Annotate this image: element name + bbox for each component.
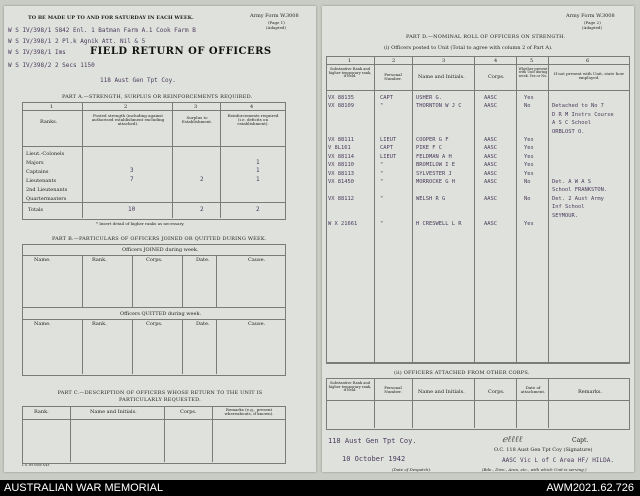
cell-note: A S C School [552, 120, 591, 127]
total-posted: 10 [128, 206, 136, 213]
cell-present: Yes [524, 137, 534, 143]
cell-name: H CRESWELL L R [416, 221, 462, 227]
col-header: Remarks (e.g., present whereabouts, if known). [224, 407, 274, 416]
cell-rank: " [380, 195, 384, 202]
serving-area-label: (Bde., Divn., Area, etc., with which Unit is serving.) [482, 467, 587, 472]
cell-rank: " [380, 103, 384, 110]
cell-corps: AASC [484, 179, 497, 185]
signature-role: O.C. 118 Aust Gen Tpt Coy (Signature) [494, 447, 593, 453]
cell-corps: AASC [484, 145, 497, 152]
cell-num: VX 88112 [328, 195, 354, 202]
cell-num: VX 88110 [328, 162, 354, 169]
col-header: Whether present with Unit during week. Yes or No. [518, 67, 548, 78]
form-page-1 [4, 6, 316, 472]
form-page-label: (Page 1) [268, 20, 285, 25]
reference-line: W S IV/398/1 5842 Enl. 1 Batman Farm A.1 Cook Farm B [8, 27, 196, 34]
col-number: 1 [50, 104, 54, 110]
col-header-surplus: Surplus to Establishment. [181, 115, 213, 124]
cell-corps: AASC [484, 103, 497, 110]
rank-label: Quartermasters [26, 196, 67, 202]
cell-rank: " [380, 162, 384, 169]
despatch-date: 10 October 1942 [342, 455, 406, 463]
col-header: Corps. [488, 389, 505, 395]
cell-note: School FRANKSTON. [552, 187, 608, 194]
cell-corps: AASC [484, 221, 497, 227]
signature-unit: 118 Aust Gen Tpt Coy. [328, 437, 417, 445]
reference-line: W S IV/398/2 2 Secs 1150 [8, 62, 95, 69]
quitted-heading: Officers QUITTED during week. [120, 311, 202, 317]
cell-corps: AASC [484, 162, 497, 169]
col-number: 2 [392, 58, 396, 64]
part-a-heading: PART A.—STRENGTH, SURPLUS OR REINFORCEMENTS REQUIRED. [62, 94, 253, 100]
cell-name: WELSH R G [416, 195, 446, 202]
unit-name: 118 Aust Gen Tpt Coy. [100, 77, 176, 84]
cell-rank: " [380, 170, 384, 177]
cell-name: PIKE F C [416, 145, 442, 152]
cell-present: Yes [524, 162, 534, 169]
cell-name: SYLVESTER J [416, 170, 452, 177]
col-header: Name. [34, 257, 51, 263]
despatch-date-label: (Date of Despatch). [392, 467, 432, 472]
col-number: 4 [494, 58, 498, 64]
cell-rank: " [380, 221, 384, 227]
attached-heading: (ii) OFFICERS ATTACHED FROM OTHER CORPS. [394, 370, 530, 376]
col-header: Name and Initials. [418, 74, 465, 80]
col-header: Remarks. [578, 389, 603, 395]
cell-num: V 8L161 [328, 145, 351, 152]
total-reinforcements: 2 [256, 206, 260, 213]
totals-label: Totals [28, 207, 44, 213]
rank-label: Lieut.-Colonels [26, 151, 65, 157]
cell-corps: AASC [484, 195, 497, 202]
cell-rank: LIEUT [380, 153, 397, 160]
army-form-label: Army Form W.3008 [250, 13, 299, 19]
col-number: 5 [530, 58, 534, 64]
printer-note: L.S. Wt.5000 5/43 [22, 463, 50, 467]
col-number: 3 [194, 104, 198, 110]
col-header: Name and Initials. [90, 409, 137, 415]
cell-note: Det. 2 Aust Army [552, 195, 604, 202]
col-header: Corps. [146, 257, 163, 263]
rank-label: Lieutenants [26, 178, 57, 184]
cell-num: VX 88135 [328, 95, 354, 101]
col-header: Date. [196, 257, 210, 263]
cell-note: Inf School [552, 204, 585, 211]
cell-present: No [524, 179, 531, 185]
col-header: Personal Number. [384, 385, 402, 394]
cell-present: Yes [524, 145, 534, 152]
col-header: Name and Initials. [418, 389, 465, 395]
credit-accession: AWM2021.62.726 [546, 482, 634, 494]
col-header: Rank. [92, 257, 107, 263]
cell-present: Yes [524, 95, 534, 101]
cell-note: ORBLOST O. [552, 128, 585, 135]
cell-name: MORROCKE G H [416, 179, 455, 185]
surplus-value: 2 [200, 176, 204, 183]
col-header-ranks: Ranks. [40, 119, 58, 125]
col-header: Corps. [488, 74, 505, 80]
col-header-reinforcements: Reinforcements required (i.e. deficits on establishment). [227, 113, 279, 126]
cell-corps: AASC [484, 137, 497, 143]
cell-rank: CAPT [380, 95, 393, 101]
cell-note: SEYMOUR. [552, 212, 578, 219]
form-page-2 [322, 6, 634, 472]
part-d-subheading: (i) Officers posted to Unit (Total to agree with column 2 of Part A). [384, 45, 553, 51]
col-number: 4 [250, 104, 254, 110]
col-header: If not present with Unit, state how employed. [553, 71, 625, 80]
rank-label: Majors [26, 160, 44, 166]
rank-label: 2nd Lieutenants [26, 187, 68, 193]
cell-name: THORNTON W J C [416, 103, 462, 110]
reference-line: W S IV/398/1 2 Pl.k Agnik Att. Nil & 5 [8, 38, 146, 45]
cell-num: VX 88111 [328, 137, 354, 143]
cell-num: VX 81450 [328, 179, 354, 185]
col-number: 6 [586, 58, 590, 64]
col-header: Personal Number. [384, 72, 402, 81]
col-header: Substantive Rank and higher temporary rank, if held. [328, 381, 372, 393]
cell-name: USHER G. [416, 95, 442, 101]
col-header: Name. [34, 321, 51, 327]
col-header: Cause. [248, 257, 266, 263]
cell-note: Det. A W A S [552, 179, 591, 185]
serving-area: AASC Vic L of C Area HF/ HILDA. [502, 457, 614, 464]
cell-present: Yes [524, 153, 534, 160]
cell-num: VX 88114 [328, 153, 354, 160]
cell-present: Yes [524, 170, 534, 177]
cell-rank: " [380, 179, 384, 185]
posted-value: 7 [130, 176, 134, 183]
part-d-heading: PART D.—NOMINAL ROLL OF OFFICERS ON STRENGTH. [406, 34, 566, 40]
reinforcement-value: 1 [256, 176, 260, 183]
cell-num: W X 21661 [328, 221, 358, 227]
reinforcement-value: 1 [256, 167, 260, 174]
col-number: 3 [442, 58, 446, 64]
reinforcement-value: 1 [256, 159, 260, 166]
col-header: Substantive Rank and higher temporary rank, if held. [328, 67, 372, 79]
top-note: TO BE MADE UP TO AND FOR SATURDAY IN EACH WEEK. [28, 15, 194, 21]
form-title: FIELD RETURN OF OFFICERS [90, 46, 272, 57]
total-surplus: 2 [200, 206, 204, 213]
col-header: Date. [196, 321, 210, 327]
joined-heading: Officers JOINED during week. [122, 247, 199, 253]
cell-corps: AASC [484, 95, 497, 101]
cell-name: BROMILOW I E [416, 162, 455, 169]
col-header: Rank. [92, 321, 107, 327]
cell-present: No [524, 103, 531, 110]
cell-num: VX 88109 [328, 103, 354, 110]
form-adapted-label: (Adapted) [582, 25, 603, 30]
part-c-heading: PART C.—DESCRIPTION OF OFFICERS WHOSE RETURN TO THE UNIT IS PARTICULARLY REQUESTED. [57, 390, 263, 403]
cell-note: Detached to No 7 [552, 103, 604, 110]
cell-num: VX 88113 [328, 170, 354, 177]
col-header: Date of attachment. [520, 385, 546, 394]
signature-rank: Capt. [572, 437, 589, 444]
credit-institution: AUSTRALIAN WAR MEMORIAL [4, 482, 164, 494]
credit-bar [0, 480, 640, 496]
cell-present: Yes [524, 221, 534, 227]
col-header-posted: Posted strength (including against authorised establishment excluding attached). [91, 113, 165, 126]
cell-present: No [524, 195, 531, 202]
handwritten-signature: ℯℓℓℓℓ [502, 435, 523, 445]
col-header: Rank. [34, 409, 49, 415]
col-header: Cause. [248, 321, 266, 327]
col-header: Corps. [146, 321, 163, 327]
footnote: * Insert detail of higher ranks as necessary. [96, 221, 185, 226]
cell-name: FELDMAN A H [416, 153, 452, 160]
form-page-label: (Page 2) [584, 20, 601, 25]
part-b-heading: PART B.—PARTICULARS OF OFFICERS JOINED OR QUITTED DURING WEEK. [52, 236, 267, 242]
cell-rank: LIEUT [380, 137, 397, 143]
col-number: 1 [348, 58, 352, 64]
cell-rank: CAPT [380, 145, 393, 152]
cell-corps: AASC [484, 170, 497, 177]
rank-label: Captains [26, 169, 49, 175]
posted-value: 3 [130, 167, 134, 174]
form-adapted-label: (Adapted) [266, 25, 287, 30]
col-header: Corps. [180, 409, 197, 415]
reference-line: W S IV/398/1 Ims [8, 49, 66, 56]
col-number: 2 [124, 104, 128, 110]
cell-name: COOPER G F [416, 137, 449, 143]
cell-corps: AASC [484, 153, 497, 160]
part-b-table [22, 244, 286, 376]
army-form-label: Army Form W.3008 [566, 13, 615, 19]
cell-note: D R M Instrs Course [552, 111, 614, 118]
